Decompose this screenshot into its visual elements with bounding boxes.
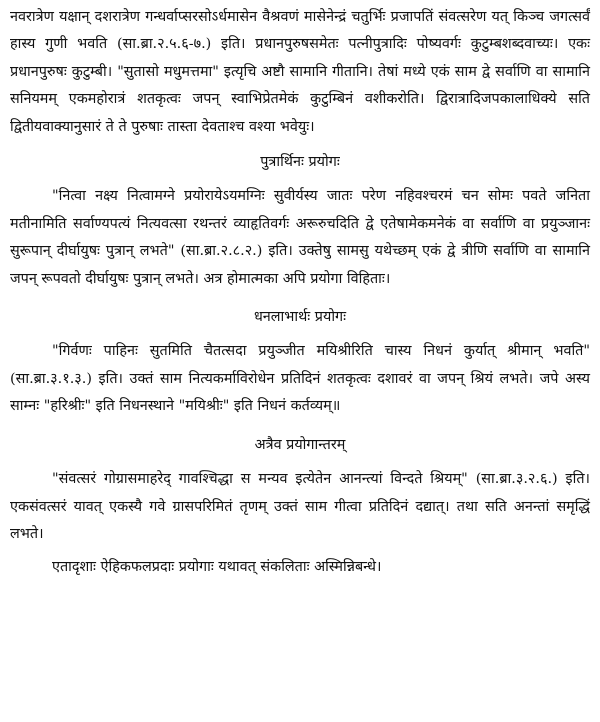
heading-progeny-rite: पुत्रार्थिनः प्रयोगः <box>260 154 340 171</box>
heading-alternate-rite: अत्रैव प्रयोगान्तरम् <box>254 436 346 453</box>
heading-wealth-rite: धनलाभार्थः प्रयोगः <box>253 309 347 326</box>
paragraph-alternate-rite: "संवत्सरं गोग्रासमाहरेद् गावश्चिद्धा स मन्यव इत्येतेन आनन्त्यां विन्दते श्रियम्" (सा.ब्रा.३.२.६.) इति। एकसंवत्सरं यावत् एकस्यै गवे ग्रासपरिमितं तृणम् उक्तं साम गीत्वा प्रतिदिनं दद्यात्। तथा सति अनन्तां समृद्धिं लभते। <box>10 471 590 542</box>
paragraph-progeny-rite: "नित्वा नक्ष्य नित्वामग्ने प्रयोरायेऽयमग्निः सुवीर्यस्य जातः परेण नहिवश्चरमं चन सोमः पवते जनिता मतीनामिति सर्वाण्यपत्यं नित्यवत्सा रथन्तरं व्याहृतिवर्गः अरूरुचदिति द्वे एतेषामेकमनेकं वा सर्वाणि वा प्रयुञ्जानः सुरूपान् दीर्घायुषः पुत्रान् लभते" (सा.ब्रा.२.८.२.) इति। उक्तेषु सामसु यथेच्छम् एकं द्वे त्रीणि सर्वाणि वा सामानि जपन् रूपवतो दीर्घायुषः पुत्रान् लभते। अत्र होमात्मका अपि प्रयोगा विहिताः। <box>10 188 590 287</box>
paragraph-family-control: नवरात्रेण यक्षान् दशरात्रेण गन्धर्वाप्सरसोऽर्धमासेन वैश्रवणं मासेनेन्द्रं चतुर्भिः प्रजापतिं संवत्सरेण यत् किञ्च जगत्सर्वं हास्य गुणी भवति (सा.ब्रा.२.५.६-७.) इति। प्रधानपुरुषसमेतः पत्नीपुत्रादिः पोष्यवर्गः कुटुम्बशब्दवाच्यः। एकः प्रधानपुरुषः कुटुम्बी। "सुतासो मधुमत्तमा" इत्यृचि अष्टौ सामानि गीतानि। तेषां मध्ये एकं साम द्वे सर्वाणि वा सामानि सनियमम् एकमहोरात्रं शतकृत्वः जपन् स्वाभिप्रेतमेकं कुटुम्बिनं वशीकरोति। द्विरात्रादिजपकालाधिक्ये सति द्वितीयवाक्यानुसारं ते ते पुरुषाः तास्ता देवताश्च वश्या भवेयुः। <box>10 9 590 135</box>
paragraph-summary: एतादृशाः ऐहिकफलप्रदाः प्रयोगाः यथावत् संकलिताः अस्मिन्निबन्धे। <box>52 559 382 576</box>
paragraph-wealth-rite: "गिर्वणः पाहिनः सुतमिति चैतत्सदा प्रयुञ्जीत मयिश्रीरिति चास्य निधनं कुर्यात् श्रीमान् भवति" (सा.ब्रा.३.१.३.) इति। उक्तं साम नित्यकर्माविरोधेन प्रतिदिनं शतकृत्वः दशावरं वा जपन् श्रियं लभते। जपे अस्य साम्नः "हरिश्रीः" इति निधनस्थाने "मयिश्रीः" इति निधनं कर्तव्यम्॥ <box>10 343 590 415</box>
